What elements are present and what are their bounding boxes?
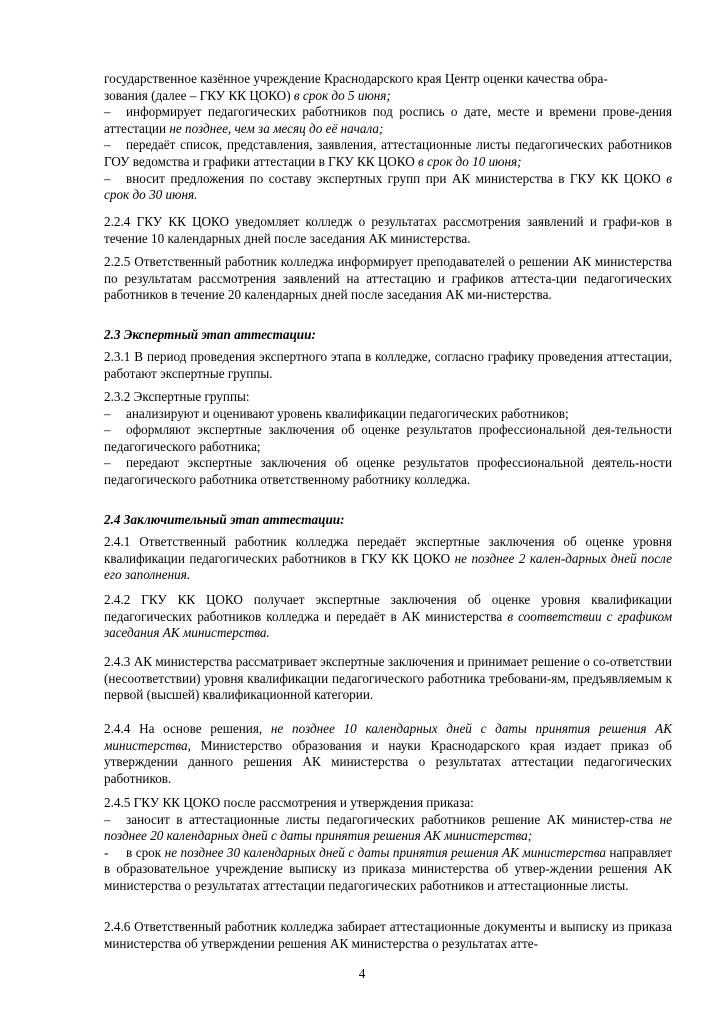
text-run: передаёт список, представления, заявления, аттестационные листы педагогических работников ГОУ ведомства и графики аттестации в ГКУ КК ЦОКО xyxy=(104,137,672,169)
list-lead: 2.3.2 Экспертные группы: xyxy=(104,389,250,404)
text-run: вносит предложения по составу экспертных групп при АК министерства в ГКУ КК ЦОКО xyxy=(126,170,667,186)
paragraph-2-2-4 xyxy=(104,214,672,247)
text-run: зования (далее – ГКУ КК ЦОКО) xyxy=(104,87,294,103)
paragraph-2-4-1 xyxy=(104,534,672,584)
paragraph-text: 2.2.5 Ответственный работник колледжа информирует преподавателей о решении АК министерства по результатам рассмотрения заявлений на аттестацию и графиков аттеста-ции педагогических работников в течение 20 календарных дней после заседания АК ми-нистерства. xyxy=(104,254,672,303)
section-heading-2-3: 2.3 Экспертный этап аттестации: xyxy=(104,327,316,342)
list-item: – оформляют экспертные заключения об оценке результатов профессиональной дея-тельности педагогического работника; xyxy=(104,422,672,454)
deadline-text: в срок до 30 июня. xyxy=(104,170,672,203)
text-run: передают экспертные заключения об оценке результатов профессиональной деятель-ности педагогического работника ответственному работнику колледжа. xyxy=(104,455,672,487)
paragraph-2-4-6 xyxy=(104,919,672,952)
paragraph-text xyxy=(104,534,672,584)
text-run: 2.4.1 Ответственный работник колледжа передаёт экспертные заключения об оценке уровня квалификации педагогических работников в ГКУ КК ЦОКО xyxy=(104,534,672,566)
list-item: – заносит в аттестационные листы педагогических работников решение АК министер-ства не позднее 20 календарных дней с даты принятия решения АК министерства; xyxy=(104,811,672,844)
text-line xyxy=(104,71,672,88)
text-run: информирует педагогических работников под роспись о дате, месте и времени прове-дения аттестации xyxy=(104,104,672,136)
paragraph-2-2-5 xyxy=(104,254,672,304)
text-run: заносит в аттестационные листы педагогических работников решение АК министер-ства xyxy=(126,811,660,827)
list-item: – передаёт список, представления, заявления, аттестационные листы педагогических работников ГОУ ведомства и графики аттестации в ГКУ КК ЦОКО в срок до 10 июня; xyxy=(104,137,672,169)
list-item: – вносит предложения по составу экспертных групп при АК министерства в ГКУ КК ЦОКО в срок до 30 июня. xyxy=(104,170,672,203)
deadline-text: не позднее 20 календарных дней с даты принятия решения АК министерства; xyxy=(104,811,672,844)
section-heading-2-4: 2.4 Заключительный этап аттестации: xyxy=(104,512,345,527)
paragraph-text xyxy=(104,592,672,642)
deadline-text: в срок до 5 июня; xyxy=(293,87,391,103)
list-item: – информирует педагогических работников под роспись о дате, месте и времени прове-дения аттестации не позднее, чем за месяц до её начала; xyxy=(104,104,672,136)
paragraph-text: 2.4.6 Ответственный работник колледжа забирает аттестационные документы и выписку из приказа министерства об утверждении решения АК министерства о результатах атте- xyxy=(104,919,672,951)
deadline-text: не позднее 30 календарных дней с даты принятия решения АК министерства xyxy=(164,844,606,860)
list-item: – анализируют и оценивают уровень квалификации педагогических работников; xyxy=(104,405,569,421)
paragraph-text: 2.2.4 ГКУ КК ЦОКО уведомляет колледж о результатах рассмотрения заявлений и графи-ков в течение 10 календарных дней после заседания АК министерства. xyxy=(104,214,672,246)
list-lead: 2.4.5 ГКУ КК ЦОКО после рассмотрения и утверждения приказа: xyxy=(104,795,474,810)
paragraph-text: 2.3.1 В период проведения экспертного этапа в колледже, согласно графику проведения аттестации, работают экспертные группы. xyxy=(104,349,672,381)
cocko-actions-list xyxy=(104,795,672,895)
deadline-text: в срок до 10 июня; xyxy=(418,153,522,169)
text-run: оформляют экспертные заключения об оценке результатов профессиональной дея-тельности педагогического работника; xyxy=(104,422,672,454)
paragraph-2-4-2 xyxy=(104,592,672,642)
list-item: - в срок не позднее 30 календарных дней с даты принятия решения АК министерства направляет в образовательное учреждение выписку из приказа министерства об утвер-ждении решения АК министерства о результатах аттестации педагогических работников и аттестационные листы. xyxy=(104,844,672,893)
text-line xyxy=(104,88,672,105)
text-run: анализируют и оценивают уровень квалификации педагогических работников; xyxy=(126,405,569,421)
text-run: направляет в образовательное учреждение выписку из приказа министерства об утвер-ждении решения АК министерства о результатах аттестации педагогических работников и аттестационные листы. xyxy=(104,844,672,893)
deadline-text: не позднее 2 кален-дарных дней после его заполнения. xyxy=(104,550,672,583)
paragraph-2-4-3 xyxy=(104,654,672,704)
paragraph-2-4-4 xyxy=(104,721,672,787)
paragraph-text xyxy=(104,721,672,787)
procedure-list-top xyxy=(104,71,672,204)
page-number: 4 xyxy=(358,966,366,981)
text-run: государственное казённое учреждение Краснодарского края Центр оценки качества обра- xyxy=(104,71,608,86)
text-run: в срок xyxy=(126,844,165,860)
deadline-text: не позднее, чем за месяц до её начала; xyxy=(169,120,384,136)
paragraph-2-3-1 xyxy=(104,349,672,382)
text-run: 2.4.4 На основе решения, xyxy=(104,721,271,736)
list-item: – передают экспертные заключения об оценке результатов профессиональной деятель-ности педагогического работника ответственному работнику колледжа. xyxy=(104,455,672,487)
paragraph-text: 2.4.3 АК министерства рассматривает экспертные заключения и принимает решение о со-ответствии (несоответствии) уровня квалификации педагогического работника требовани-ям, предъявляемым к первой (высшей) квалификационной категории. xyxy=(104,654,672,703)
text-run: 2.4.2 ГКУ КК ЦОКО получает экспертные заключения об оценке уровня квалификации педагогических работников колледжа и передаёт в АК министерства xyxy=(104,592,672,624)
deadline-text: не позднее 10 календарных дней с даты принятия решения АК министерства, xyxy=(104,721,672,753)
deadline-text: в соответствии с графиком заседания АК министерства. xyxy=(104,608,672,641)
expert-groups-list xyxy=(104,389,672,489)
text-run: Министерство образования и науки Краснодарского края издает приказ об утверждении данного решения АК министерства о результатах аттестации педагогических работников. xyxy=(104,737,672,786)
